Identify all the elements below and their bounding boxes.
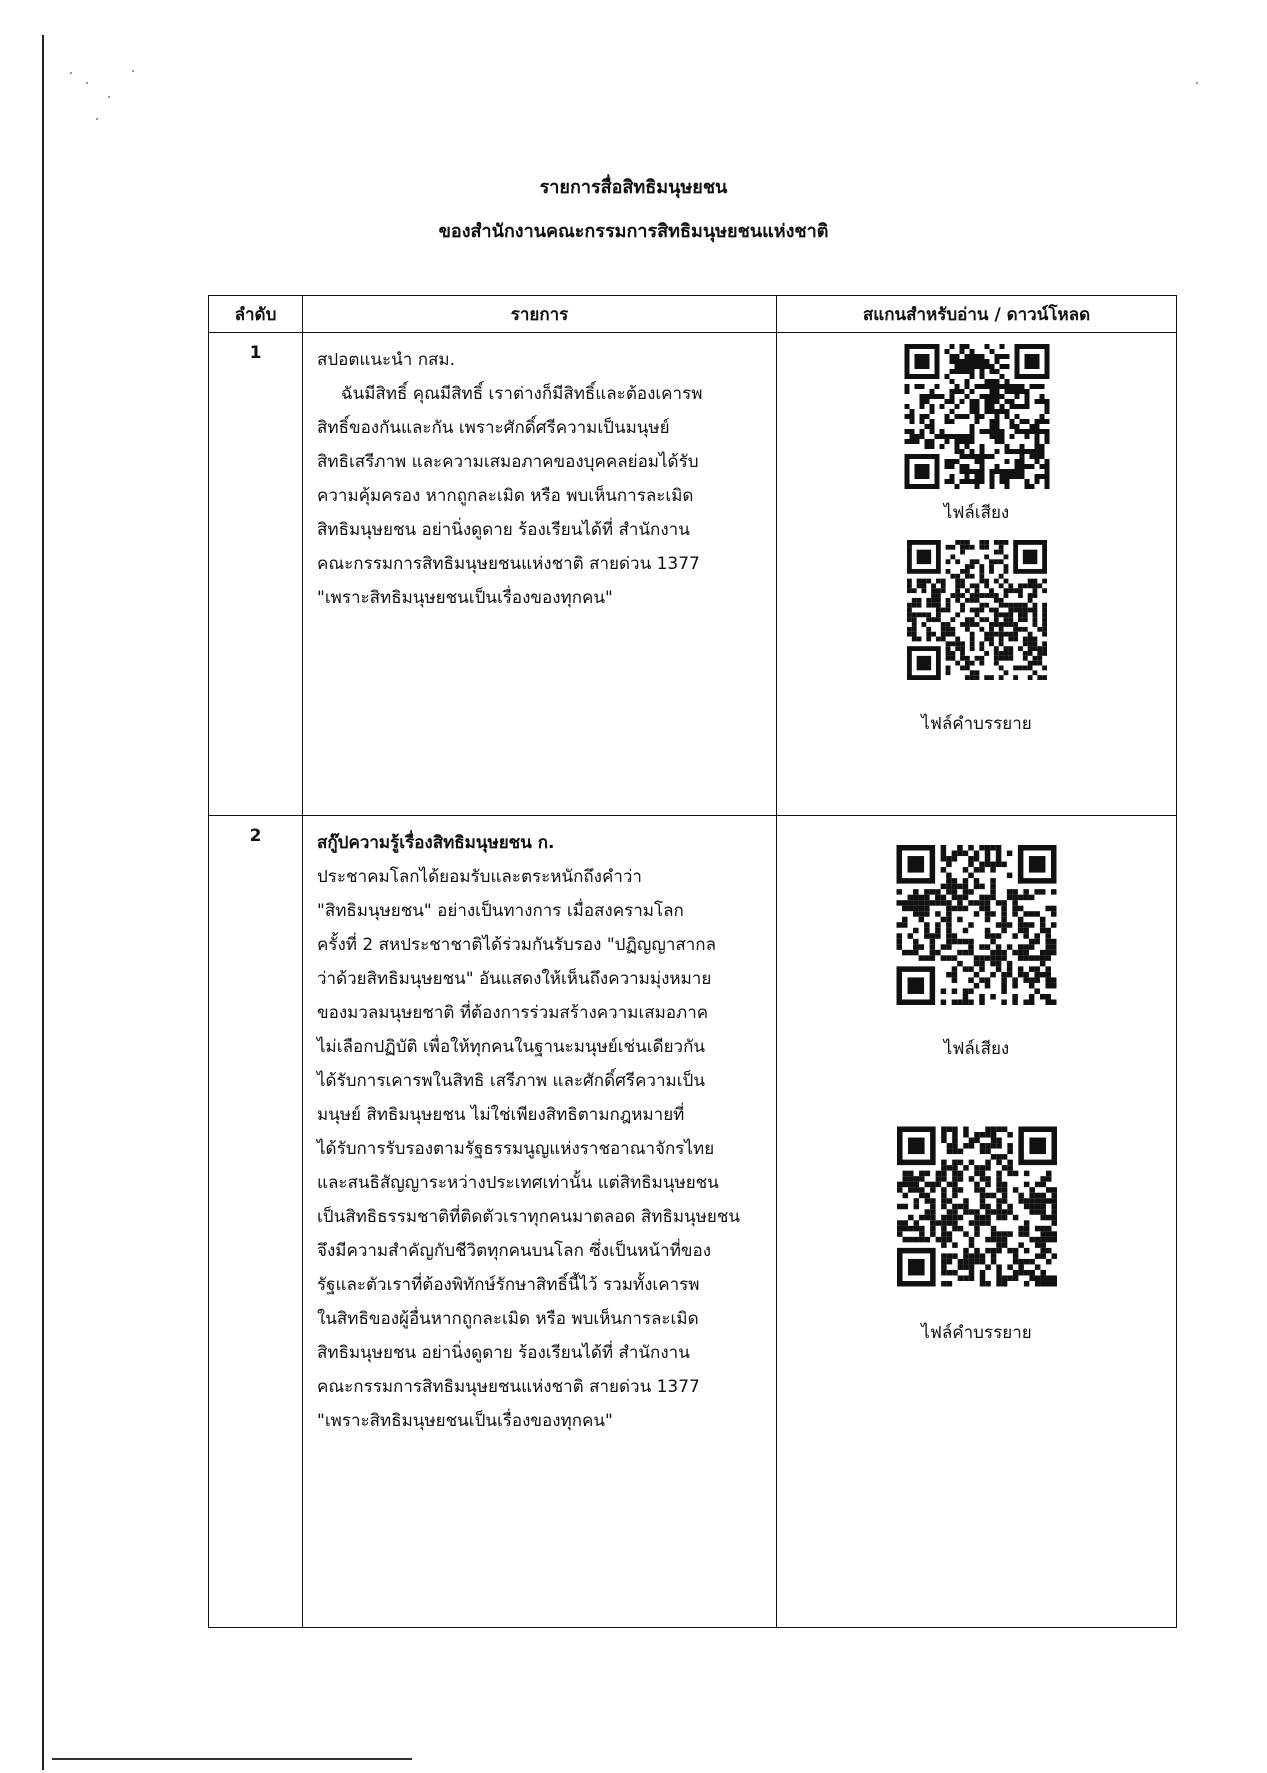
scan-speck [132, 70, 134, 72]
item-line: สิทธิ์ของกันและกัน เพราะศักดิ์ศรีความเป็นมนุษย์ [317, 418, 670, 438]
item-line: คณะกรรมการสิทธิมนุษยชนแห่งชาติ สายด่วน 1377 [317, 1377, 700, 1397]
qr-code-icon[interactable] [894, 845, 1059, 1005]
qr-audio-block [778, 344, 1175, 526]
item-line: มนุษย์ สิทธิมนุษยชน ไม่ใช่เพียงสิทธิตามกฎหมายที่ [317, 1105, 685, 1125]
row-number: 2 [209, 816, 303, 1628]
qr-cell [777, 333, 1177, 816]
item-line: ฉันมีสิทธิ์ คุณมีสิทธิ์ เราต่างก็มีสิทธิ์และต้องเคารพ [341, 384, 703, 404]
item-line: ประชาคมโลกได้ยอมรับและตระหนักถึงคำว่า [317, 867, 642, 887]
header-item: รายการ [303, 296, 777, 333]
item-line: สิทธิเสรีภาพ และความเสมอภาคของบุคคลย่อมได้รับ [317, 452, 699, 472]
row-description [303, 816, 777, 1628]
table-row [209, 816, 1177, 1628]
qr-cell [777, 816, 1177, 1628]
scan-edge-left [42, 35, 44, 1770]
qr-audio-label: ไฟล์เสียง [943, 1039, 1010, 1059]
item-line: จึงมีความสำคัญกับชีวิตทุกคนบนโลก ซึ่งเป็นหน้าที่ของ [317, 1241, 712, 1261]
header-scan: สแกนสำหรับอ่าน / ดาวน์โหลด [777, 296, 1177, 333]
qr-transcript-label: ไฟล์คำบรรยาย [921, 1323, 1032, 1343]
row-description [303, 333, 777, 816]
item-line: ในสิทธิของผู้อื่นหากถูกละเมิด หรือ พบเห็นการละเมิด [317, 1309, 699, 1329]
scan-speck [86, 82, 88, 84]
scan-speck [1196, 82, 1198, 84]
item-line: รัฐและตัวเราที่ต้องพิทักษ์รักษาสิทธิ์นี้ไว้ รวมทั้งเคารพ [317, 1275, 700, 1295]
item-line: ได้รับการรับรองตามรัฐธรรมนูญแห่งราชอาณาจักรไทย [317, 1139, 715, 1159]
item-line: ของมวลมนุษยชาติ ที่ต้องการร่วมสร้างความเสมอภาค [317, 1003, 709, 1023]
item-line: "เพราะสิทธิมนุษยชนเป็นเรื่องของทุกคน" [317, 588, 613, 608]
qr-code-icon[interactable] [897, 344, 1057, 489]
qr-code-icon[interactable] [902, 540, 1052, 680]
item-line: "สิทธิมนุษยชน" อย่างเป็นทางการ เมื่อสงครามโลก [317, 901, 684, 921]
scan-speck [70, 72, 72, 74]
item-line: ความคุ้มครอง หากถูกละเมิด หรือ พบเห็นการละเมิด [317, 486, 694, 506]
item-line: สิทธิมนุษยชน อย่านิ่งดูดาย ร้องเรียนได้ที่ สำนักงาน [317, 1343, 690, 1363]
table-row [209, 333, 1177, 816]
table-header-row [209, 296, 1177, 333]
item-line: คณะกรรมการสิทธิมนุษยชนแห่งชาติ สายด่วน 1377 [317, 554, 700, 574]
item-line: "เพราะสิทธิมนุษยชนเป็นเรื่องของทุกคน" [317, 1411, 613, 1431]
document-title: รายการสื่อสิทธิมนุษยชน [539, 177, 728, 198]
item-title: สกู๊ปความรู้เรื่องสิทธิมนุษยชน ก. [317, 833, 555, 853]
document-subtitle: ของสำนักงานคณะกรรมการสิทธิมนุษยชนแห่งชาติ [438, 221, 829, 242]
item-line: ว่าด้วยสิทธิมนุษยชน" อันแสดงให้เห็นถึงความมุ่งหมาย [317, 969, 712, 989]
item-line: ไม่เลือกปฏิบัติ เพื่อให้ทุกคนในฐานะมนุษย์เช่นเดียวกัน [317, 1037, 705, 1057]
item-line: ได้รับการเคารพในสิทธิ เสรีภาพ และศักดิ์ศรีความเป็น [317, 1071, 705, 1091]
qr-audio-label: ไฟล์เสียง [943, 503, 1010, 523]
media-table [208, 295, 1177, 1628]
scan-speck [108, 96, 110, 98]
item-line: ครั้งที่ 2 สหประชาชาติได้ร่วมกันรับรอง "ปฏิญญาสากล [317, 935, 717, 955]
item-line: สิทธิมนุษยชน อย่านิ่งดูดาย ร้องเรียนได้ที่ สำนักงาน [317, 520, 690, 540]
scan-edge-bottom [52, 1758, 412, 1760]
qr-audio-block [778, 845, 1175, 1062]
qr-code-icon[interactable] [897, 1124, 1057, 1289]
qr-transcript-block [778, 540, 1175, 737]
header-number: ลำดับ [209, 296, 303, 333]
qr-transcript-block [778, 1124, 1175, 1346]
item-line: เป็นสิทธิธรรมชาติที่ติดตัวเราทุกคนมาตลอด สิทธิมนุษยชน [317, 1207, 740, 1227]
item-title: สปอตแนะนำ กสม. [317, 350, 455, 370]
qr-transcript-label: ไฟล์คำบรรยาย [921, 714, 1032, 734]
item-line: และสนธิสัญญาระหว่างประเทศเท่านั้น แต่สิทธิมนุษยชน [317, 1173, 719, 1193]
row-number: 1 [209, 333, 303, 816]
scan-speck [96, 118, 98, 120]
